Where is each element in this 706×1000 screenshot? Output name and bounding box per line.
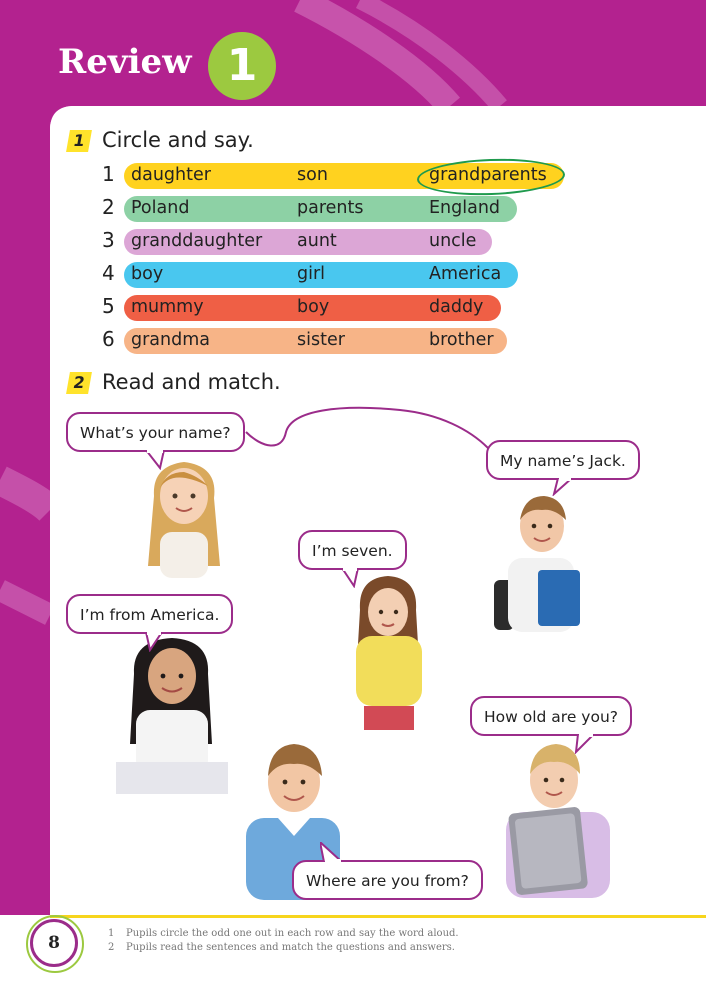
teacher-note-2: 2 Pupils read the sentences and match the questions and answers. [108,942,455,953]
girl-america-image [116,634,228,794]
girl-seven-image [346,570,430,730]
bubble-where-are-you-from: Where are you from? [292,860,483,900]
bubble-tail [552,478,576,496]
row-word[interactable]: Poland [131,198,190,218]
bubble-tail [340,568,362,588]
row-word[interactable]: England [429,198,501,218]
bubble-whats-your-name: What’s your name? [66,412,245,452]
teacher-note-1: 1 Pupils circle the odd one out in each row and say the word aloud. [108,928,459,939]
row-word[interactable]: grandma [131,330,210,350]
row-number: 4 [102,261,115,285]
row-word[interactable]: grandparents [429,165,547,185]
row-word[interactable]: aunt [297,231,337,251]
row-number: 6 [102,327,115,351]
row-word[interactable]: granddaughter [131,231,263,251]
footer-divider [50,915,706,918]
row-number: 3 [102,228,115,252]
row-word[interactable]: mummy [131,297,204,317]
bubble-im-from-america: I’m from America. [66,594,233,634]
row-word[interactable]: uncle [429,231,477,251]
section-2-number-badge: 2 [66,372,92,394]
row-word[interactable]: daughter [131,165,211,185]
row-word[interactable]: daddy [429,297,484,317]
bubble-tail [146,450,170,470]
row-number: 1 [102,162,115,186]
row-number: 5 [102,294,115,318]
section-1-number-badge: 1 [66,130,92,152]
unit-number-badge: 1 [208,32,276,100]
bubble-tail [320,842,348,862]
row-word[interactable]: parents [297,198,364,218]
boy-laptop-image [502,740,612,898]
row-word[interactable]: son [297,165,328,185]
row-word[interactable]: boy [131,264,164,284]
page-number: 8 [30,919,78,967]
bubble-tail [574,734,598,754]
row-word[interactable]: sister [297,330,345,350]
page-title: Review [58,42,192,82]
boy-jack-image [494,490,586,632]
girl-blonde-image [132,456,236,578]
bubble-my-name-is-jack: My name’s Jack. [486,440,640,480]
section-2-title: Read and match. [102,370,281,394]
row-number: 2 [102,195,115,219]
row-word[interactable]: brother [429,330,494,350]
bubble-tail [144,632,166,652]
row-word[interactable]: girl [297,264,326,284]
row-word[interactable]: boy [297,297,330,317]
bubble-im-seven: I’m seven. [298,530,407,570]
row-word[interactable]: America [429,264,502,284]
section-1-title: Circle and say. [102,128,254,152]
bubble-how-old-are-you: How old are you? [470,696,632,736]
